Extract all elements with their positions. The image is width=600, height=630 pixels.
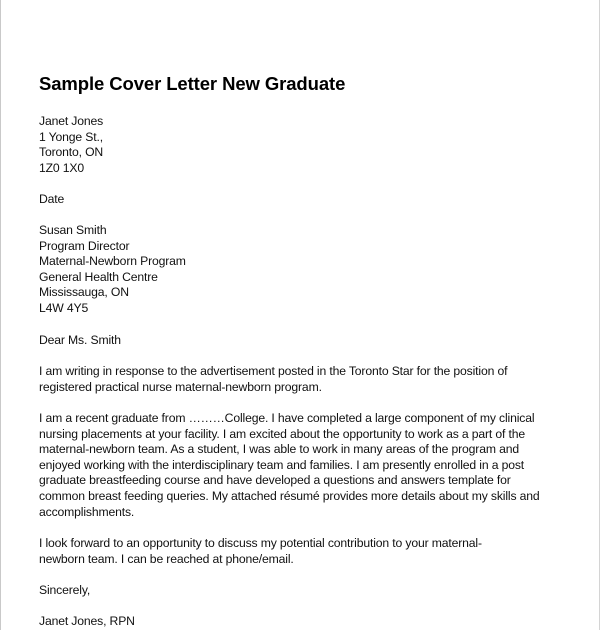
recipient-name: Susan Smith <box>39 223 107 237</box>
sender-address <box>39 114 103 176</box>
letter-date <box>39 192 64 208</box>
paragraph-line: registered practical nurse maternal-newborn program. <box>39 379 322 394</box>
closing-text: Sincerely, <box>39 583 91 597</box>
paragraph-line: maternal-newborn team. As a student, I was able to work in many areas of the program and <box>39 442 519 457</box>
recipient-city: Mississauga, ON <box>39 285 129 300</box>
paragraph-line: I am a recent graduate from ………College. I have completed a large component of my clinical <box>39 411 535 425</box>
paragraph-line: common breast feeding queries. My attached résumé provides more details about my skills and <box>39 488 540 503</box>
paragraph-line: newborn team. I can be reached at phone/email. <box>39 551 294 566</box>
salutation-text: Dear Ms. Smith <box>39 333 121 347</box>
recipient-title: Program Director <box>39 238 130 253</box>
paragraph-line: nursing placements at your facility. I am excited about the opportunity to work as a part of the <box>39 426 526 441</box>
sender-street: 1 Yonge St., <box>39 129 103 144</box>
paragraph-line: graduate breastfeeding course and have developed a questions and answers template for <box>39 473 511 488</box>
paragraph-line: accomplishments. <box>39 504 135 519</box>
document-title: Sample Cover Letter New Graduate <box>39 73 346 94</box>
recipient-department: Maternal-Newborn Program <box>39 254 186 269</box>
sender-city: Toronto, ON <box>39 145 104 160</box>
signature-text: Janet Jones, RPN <box>39 614 135 628</box>
paragraph-line: enjoyed working with the interdisciplinary team and families. I am presently enrolled in a post <box>39 457 525 472</box>
paragraph-1 <box>39 364 507 395</box>
recipient-organization: General Health Centre <box>39 269 158 284</box>
sender-name: Janet Jones <box>39 114 104 128</box>
paragraph-line: I am writing in response to the advertisement posted in the Toronto Star for the position of <box>39 364 508 378</box>
signature <box>39 614 135 630</box>
sender-postal-code: 1Z0 1X0 <box>39 160 85 175</box>
closing <box>39 583 90 599</box>
recipient-postal-code: L4W 4Y5 <box>39 300 89 315</box>
date-text: Date <box>39 192 65 206</box>
paragraph-line: I look forward to an opportunity to discuss my potential contribution to your maternal- <box>39 536 482 550</box>
paragraph-3 <box>39 536 482 567</box>
salutation <box>39 333 121 349</box>
recipient-address <box>39 223 186 317</box>
paragraph-2 <box>39 411 540 520</box>
